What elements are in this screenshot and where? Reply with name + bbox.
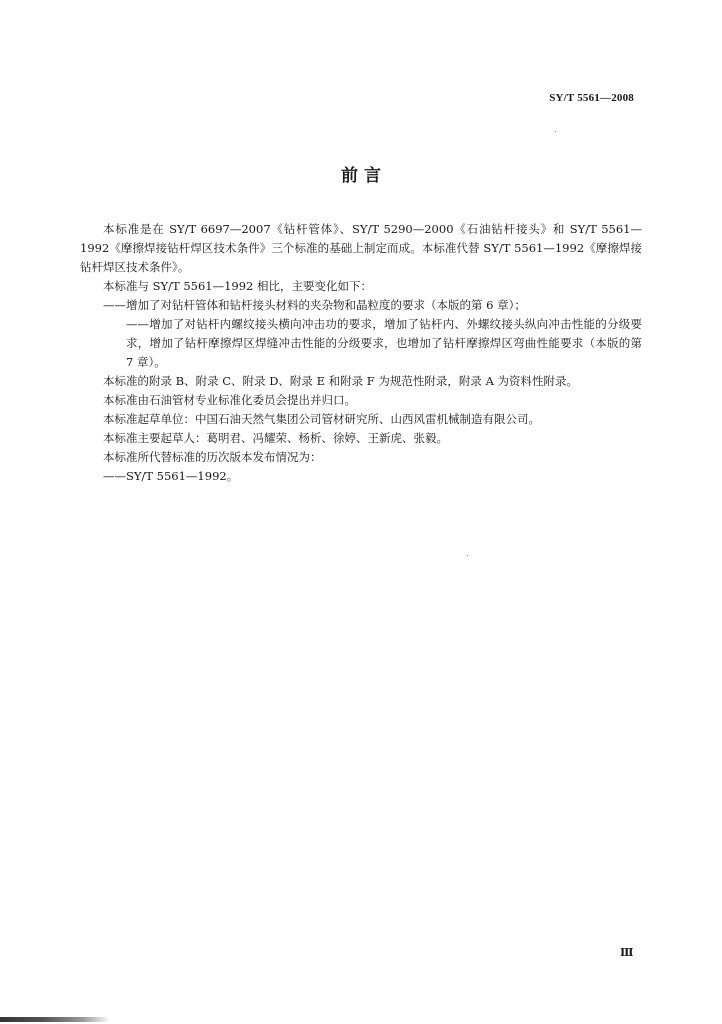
standard-code: SY/T 5561—2008 [549,92,634,104]
scan-speck [467,555,468,556]
paragraph-basis: 本标准是在 SY/T 6697—2007《钻杆管体》、SY/T 5290—2000《石油钻杆接头》和 SY/T 5561—1992《摩擦焊接钻杆焊区技术条件》三个标准的基础上制定而成。本标准代替 SY/T 5561—1992《摩擦焊接钻杆焊区技术条件》。 [80,222,642,274]
scan-edge-artifact [0,1017,110,1022]
page-number: Ⅲ [620,946,634,959]
list-item-history-1: ——SY/T 5561—1992。 [103,469,239,483]
paragraph-annexes: 本标准的附录 B、附录 C、附录 D、附录 E 和附录 F 为规范性附录，附录 A 为资料性附录。 [103,374,579,388]
list-item-change-1: ——增加了对钻杆管体和钻杆接头材料的夹杂物和晶粒度的要求（本版的第 6 章）； [103,298,526,312]
paragraph-history: 本标准所代替标准的历次版本发布情况为： [103,450,322,464]
list-item-change-2: ——增加了对钻杆内螺纹接头横向冲击功的要求，增加了钻杆内、外螺纹接头纵向冲击性能的分级要求，增加了钻杆摩擦焊区焊缝冲击性能的分级要求，也增加了钻杆摩擦焊区弯曲性能要求（本版的第 7 章）。 [126,317,642,369]
page-title: 前 言 [341,166,381,186]
scan-speck [555,131,556,132]
foreword-body [80,220,642,486]
paragraph-drafters: 本标准主要起草人：葛明君、冯耀荣、杨析、徐婷、王新虎、张毅。 [103,431,448,445]
paragraph-proposer: 本标准由石油管材专业标准化委员会提出并归口。 [103,393,356,407]
paragraph-drafting-units: 本标准起草单位：中国石油天然气集团公司管材研究所、山西风雷机械制造有限公司。 [103,412,540,426]
paragraph-changes-intro: 本标准与 SY/T 5561—1992 相比，主要变化如下： [103,279,373,293]
